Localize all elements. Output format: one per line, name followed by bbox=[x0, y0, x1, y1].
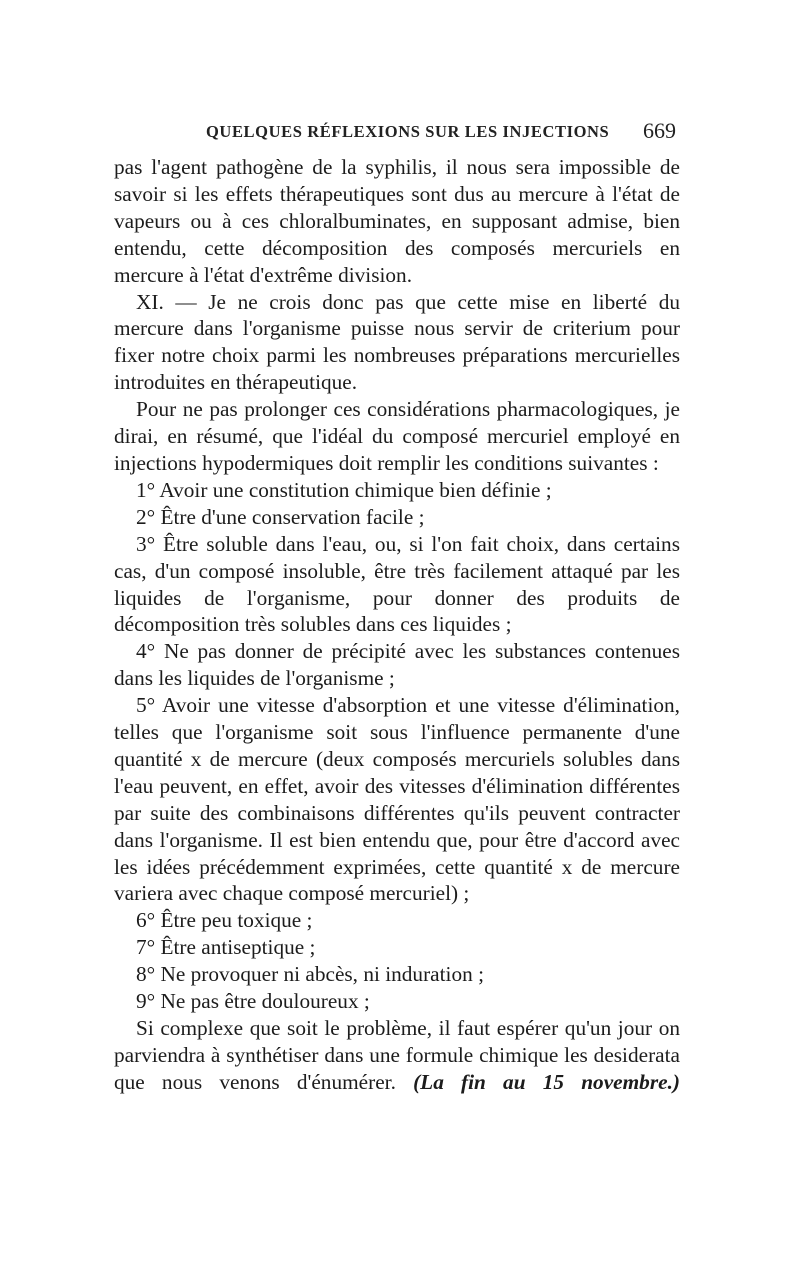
body-text bbox=[114, 154, 680, 1096]
running-title: QUELQUES RÉFLEXIONS SUR LES INJECTIONS bbox=[206, 122, 610, 141]
page-number: 669 bbox=[643, 118, 676, 143]
paragraph-xi: XI. — Je ne crois donc pas que cette mise en liberté du mercure dans l'organisme puisse nous servir de criterium pour fixer notre choix parmi les nombreuses préparations mercurielles introduites en thérapeutique. bbox=[114, 289, 680, 395]
paragraph-continuation: pas l'agent pathogène de la syphilis, il nous sera impossible de savoir si les effets thérapeutiques sont dus au mercure à l'état de vapeurs ou à ces chloralbuminates, en supposant admise, bien entendu, cette décomposition des composés mercuriels en mercure à l'état d'extrême division. bbox=[114, 155, 680, 287]
paragraph-resume: Pour ne pas prolonger ces considérations pharmacologiques, je dirai, en résumé, que l'idéal du composé mercuriel employé en injections hypodermiques doit remplir les conditions suivantes : bbox=[114, 397, 680, 475]
closing-note: (La fin au 15 novembre.) bbox=[413, 1069, 680, 1094]
condition-item-6: 6° Être peu toxique ; bbox=[136, 908, 313, 933]
book-page bbox=[114, 118, 680, 1096]
paragraph-final-text: Si complexe que soit le problème, il faut espérer qu'un jour on parviendra à synthétiser dans une formule chimique les desiderata que nous venons d'énumérer. bbox=[114, 1016, 680, 1094]
condition-item-9: 9° Ne pas être douloureux ; bbox=[136, 989, 370, 1014]
condition-item-3: 3° Être soluble dans l'eau, ou, si l'on fait choix, dans certains cas, d'un composé insoluble, être très facilement attaqué par les liquides de l'organisme, pour donner des produits de décomposition très solubles dans ces liquides ; bbox=[114, 531, 680, 637]
condition-item-1: 1° Avoir une constitution chimique bien définie ; bbox=[136, 477, 552, 502]
paragraph-final bbox=[114, 1015, 680, 1096]
condition-item-5: 5° Avoir une vitesse d'absorption et une vitesse d'élimination, telles que l'organisme soit sous l'influence permanente d'une quantité x de mercure (deux composés mercuriels solubles dans l'eau peuvent, en effet, avoir des vitesses d'élimination différentes par suite des combinaisons différentes qu'ils peuvent contracter dans l'organisme. Il est bien entendu que, pour être d'accord avec les idées précédemment exprimées, cette quantité x de mercure variera avec chaque composé mercuriel) ; bbox=[114, 693, 680, 906]
running-head bbox=[114, 118, 680, 148]
condition-item-8: 8° Ne provoquer ni abcès, ni induration ; bbox=[136, 962, 484, 987]
condition-item-4: 4° Ne pas donner de précipité avec les substances contenues dans les liquides de l'organisme ; bbox=[114, 639, 680, 691]
condition-item-7: 7° Être antiseptique ; bbox=[136, 935, 316, 960]
condition-item-2: 2° Être d'une conservation facile ; bbox=[136, 504, 425, 529]
